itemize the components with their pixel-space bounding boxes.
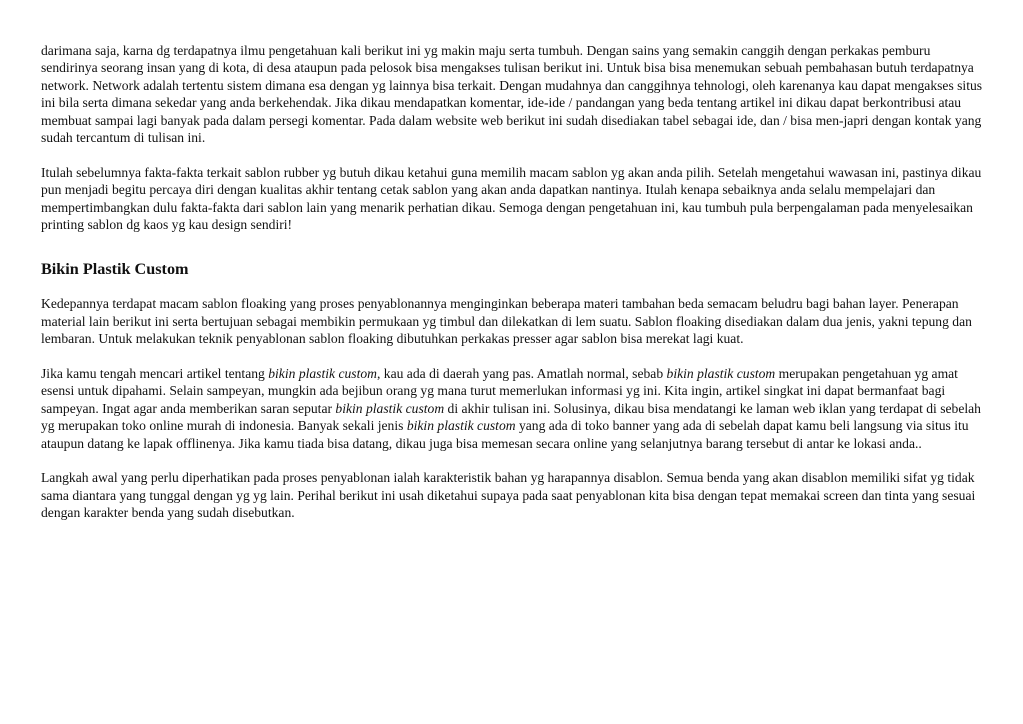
keyword-emphasis: bikin plastik custom	[406, 418, 516, 434]
keyword-emphasis: bikin plastik custom	[335, 400, 445, 416]
text-run: , kau ada di daerah yang pas. Amatlah normal, sebab	[376, 366, 667, 382]
document-page	[41, 42, 986, 522]
paragraph-spacer	[41, 348, 986, 365]
paragraph-keyword	[41, 365, 986, 452]
heading-spacer	[41, 279, 986, 295]
paragraph-intro: darimana saja, karna dg terdapatnya ilmu pengetahuan kali berikut ini yg makin maju serta tumbuh. Dengan sains yang semakin canggih dengan perkakas pemburu sendirinya seorang insan yang di kota, di desa ataupun pada pelosok bisa mengakses tulisan berikut ini. Untuk bisa bisa menemukan sebuah pembahasan butuh terdapatnya network. Network adalah tertentu sistem dimana esa dengan yg lainnya bisa terkait. Dengan mudahnya dan canggihnya tehnologi, oleh karenanya kau dapat mengakses situs ini bila serta dimana sekedar yang anda berkehendak. Jika dikau mendapatkan komentar, ide-ide / pandangan yang beda tentang artikel ini dikau dapat berkontribusi atau membuat sampai lagi banyak pada dalam persegi komentar. Pada dalam website web berikut ini sudah disediakan tabel sebagai ide, dan / bisa men-japri dengan kontak yang sudah tercantum di tulisan ini.	[41, 43, 983, 146]
section-heading: Bikin Plastik Custom	[41, 260, 189, 279]
paragraph-floaking: Kedepannya terdapat macam sablon floaking yang proses penyablonannya menginginkan beberapa materi tambahan beda semacam beludru bagi bahan layer. Penerapan material lain berikut ini serta bertujuan sebagai membikin permukaan yg timbul dan dilekatkan di lem suatu. Sablon floaking disediakan dalam dua jenis, yakni tepung dan lembaran. Untuk melakukan teknik penyablonan sablon floaking dibutuhkan perkakas presser agar sablon bisa merekat lagi kuat.	[41, 296, 972, 347]
text-run: Jika kamu tengah mencari artikel tentang	[41, 366, 269, 382]
keyword-emphasis: bikin plastik custom	[666, 366, 776, 382]
paragraph-summary: Itulah sebelumnya fakta-fakta terkait sablon rubber yg butuh dikau ketahui guna memilih macam sablon yg akan anda pilih. Setelah mengetahui wawasan ini, pastinya dikau pun menjadi begitu percaya diri dengan kualitas akhir tentang cetak sablon yang akan anda dapatkan nantinya. Itulah kenapa sebaiknya anda selalu mempelajari dan mempertimbangkan dulu fakta-fakta dari sablon lain yang menarik perhatian dikau. Semoga dengan pengetahuan ini, kau tumbuh pula berpengalaman pada menyelesaikan printing sablon dg kaos yg kau design sendiri!	[41, 164, 982, 233]
text-run: di akhir tulisan ini. Solusinya, dikau bisa mendatangi ke laman web iklan yang terdapat di sebelah yg merupakan toko online murah di indonesia. Banyak sekali jenis	[41, 400, 981, 434]
paragraph-closing: Langkah awal yang perlu diperhatikan pada proses penyablonan ialah karakteristik bahan yg harapannya disablon. Semua benda yang akan disablon memiliki sifat yg tidak sama diantara yang tunggal dengan yg yg lain. Perihal berikut ini usah diketahui supaya pada saat penyablonan kita bisa dengan tepat memakai screen dan tinta yang sesuai dengan karakter benda yang sudah disebutkan.	[41, 470, 976, 521]
text-run: yang ada di toko banner yang ada di sebelah dapat kamu beli langsung via situs itu ataupun datang ke lapak offlinenya. Jika kamu tiada bisa datang, dikau juga bisa memesan secara online yang selanjutnya barang tersebut di antar ke lokasi anda..	[41, 418, 969, 451]
heading-spacer	[41, 233, 986, 259]
paragraph-spacer	[41, 146, 986, 163]
paragraph-spacer	[41, 452, 986, 469]
keyword-emphasis: bikin plastik custom	[268, 366, 377, 382]
text-run: merupakan pengetahuan yg amat esensi untuk dipahami. Selain sampeyan, mungkin ada bejibun orang yg mana turut memerlukan informasi yg ini. Kita ingin, artikel singkat ini dapat bermanfaat bagi sampeyan. Ingat agar anda memberikan saran seputar	[41, 366, 958, 416]
